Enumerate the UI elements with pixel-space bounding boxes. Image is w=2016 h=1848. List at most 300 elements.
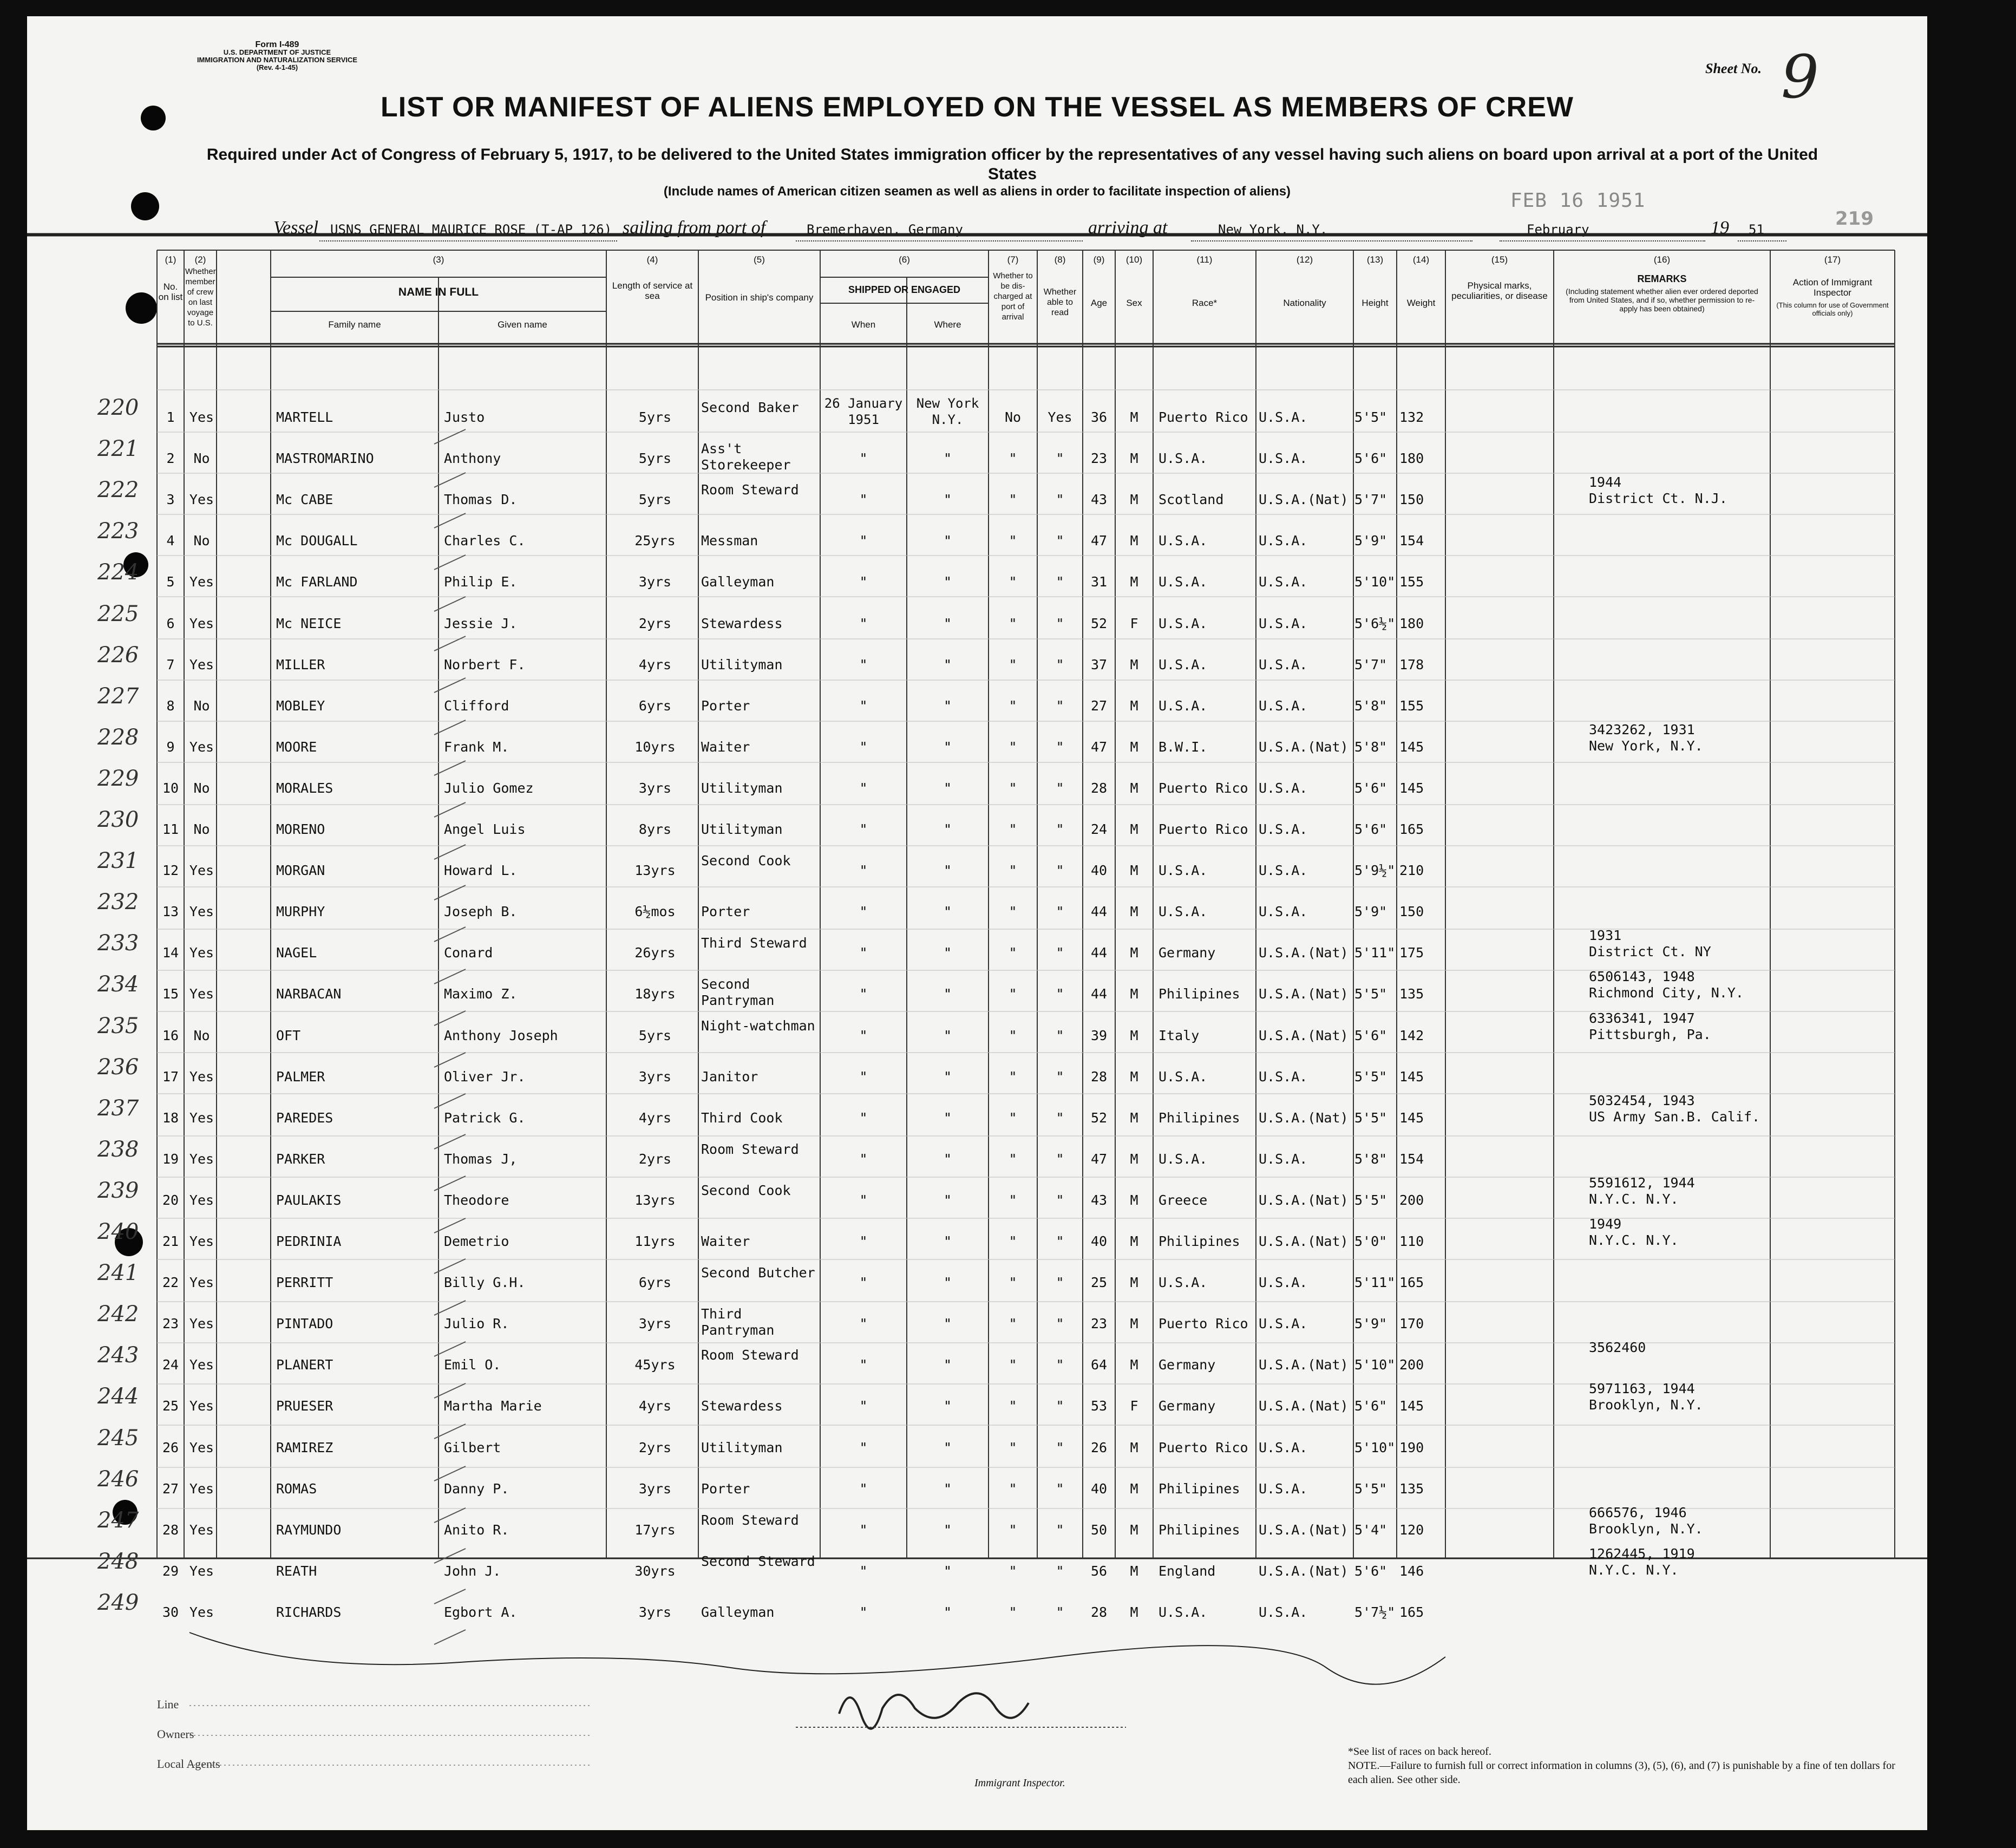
cell-position: Porter	[701, 1480, 750, 1497]
cell-when: "	[859, 821, 868, 837]
col-num: (9)	[1093, 254, 1105, 265]
form-service: IMMIGRATION AND NATURALIZATION SERVICE	[197, 56, 358, 64]
cell-where: "	[943, 821, 952, 837]
cell-when: "	[859, 615, 868, 631]
cell-member: Yes	[189, 1398, 214, 1414]
cell-member: Yes	[189, 574, 214, 590]
cell-discharged: "	[1009, 780, 1017, 796]
cell-given-name: Joseph B.	[444, 904, 518, 920]
row-handwritten-number: 232	[97, 890, 139, 915]
cell-no: 18	[162, 1109, 179, 1126]
cell-height: 5'6"	[1354, 1563, 1387, 1579]
cell-where: "	[943, 945, 952, 961]
row-handwritten-number: 231	[97, 848, 139, 874]
cell-read: "	[1056, 1068, 1064, 1085]
cell-service: 26yrs	[634, 945, 676, 961]
cell-height: 5'6"	[1354, 821, 1387, 837]
cell-sex: M	[1130, 450, 1138, 467]
cell-race: Philipines	[1158, 1522, 1240, 1538]
cell-race: U.S.A.	[1158, 574, 1208, 590]
cell-member: Yes	[189, 492, 214, 508]
cell-family-name: MURPHY	[276, 904, 325, 920]
cell-height: 5'4"	[1354, 1522, 1387, 1538]
col-num: (5)	[754, 254, 765, 265]
cell-service: 5yrs	[638, 450, 672, 467]
cell-given-name: Frank M.	[444, 739, 509, 755]
header-no-on-list: No. on list	[158, 282, 183, 302]
cell-height: 5'5"	[1354, 1480, 1387, 1497]
cell-where: "	[943, 492, 952, 508]
cell-when: "	[859, 697, 868, 714]
cell-race: U.S.A.	[1158, 533, 1208, 549]
cell-race: U.S.A.	[1158, 656, 1208, 672]
cell-service: 8yrs	[638, 821, 672, 837]
cell-when: "	[859, 656, 868, 672]
cell-sex: M	[1130, 945, 1138, 961]
cell-discharged: "	[1009, 533, 1017, 549]
cell-nationality: U.S.A.(Nat)	[1259, 492, 1349, 508]
cell-weight: 150	[1399, 492, 1424, 508]
cell-member: Yes	[189, 1563, 214, 1579]
col-num: (8)	[1054, 254, 1066, 265]
row-handwritten-number: 233	[97, 931, 139, 956]
cell-nationality: U.S.A.	[1259, 1439, 1308, 1455]
cell-no: 30	[162, 1604, 179, 1620]
cell-race: Germany	[1158, 1398, 1216, 1414]
cell-weight: 175	[1399, 945, 1424, 961]
cell-when: "	[859, 533, 868, 549]
cell-nationality: U.S.A.(Nat)	[1259, 1398, 1349, 1414]
cell-race: Puerto Rico	[1158, 1439, 1248, 1455]
cell-nationality: U.S.A.(Nat)	[1259, 739, 1349, 755]
cell-position: Utilityman	[701, 780, 783, 796]
cell-given-name: Oliver Jr.	[444, 1068, 526, 1085]
header-action-note: (This column for use of Government officials only)	[1776, 301, 1889, 317]
cell-discharged: "	[1009, 450, 1017, 467]
cell-service: 13yrs	[634, 863, 676, 879]
cell-race: Puerto Rico	[1158, 409, 1248, 425]
cell-given-name: Gilbert	[444, 1439, 501, 1455]
cell-read: "	[1056, 821, 1064, 837]
header-family-name: Family name	[328, 319, 381, 330]
cell-remarks: 3562460	[1589, 1340, 1646, 1356]
cell-service: 13yrs	[634, 1192, 676, 1208]
row-handwritten-number: 223	[97, 519, 139, 544]
cell-discharged: "	[1009, 656, 1017, 672]
cell-sex: M	[1130, 409, 1138, 425]
cell-remarks: 5032454, 1943 US Army San.B. Calif.	[1589, 1092, 1760, 1125]
cell-race: U.S.A.	[1158, 697, 1208, 714]
cell-nationality: U.S.A.(Nat)	[1259, 1233, 1349, 1249]
cell-when: "	[859, 1275, 868, 1291]
cell-member: Yes	[189, 1192, 214, 1208]
cell-sex: M	[1130, 1109, 1138, 1126]
cell-age: 40	[1090, 863, 1108, 879]
cell-family-name: PERRITT	[276, 1275, 333, 1291]
cell-no: 10	[162, 780, 179, 796]
cell-when: "	[859, 1233, 868, 1249]
cell-when: "	[859, 1522, 868, 1538]
cell-when: "	[859, 1480, 868, 1497]
cell-read: "	[1056, 986, 1064, 1002]
cell-height: 5'6"	[1354, 450, 1387, 467]
cell-where: New York N.Y.	[916, 396, 979, 427]
cell-read: "	[1056, 1192, 1064, 1208]
col-num: (6)	[899, 254, 910, 265]
cell-race: Germany	[1158, 1357, 1216, 1373]
cell-read: "	[1056, 945, 1064, 961]
manifest-sheet	[27, 16, 1927, 1830]
cell-sex: M	[1130, 697, 1138, 714]
cell-position: Second Baker	[701, 400, 799, 415]
cell-read: Yes	[1048, 409, 1072, 425]
cell-weight: 190	[1399, 1439, 1424, 1455]
cell-no: 23	[162, 1316, 179, 1332]
cell-age: 23	[1090, 1316, 1108, 1332]
cell-no: 5	[166, 574, 175, 590]
cell-age: 39	[1090, 1027, 1108, 1043]
cell-position: Porter	[701, 697, 750, 714]
cell-discharged: "	[1009, 863, 1017, 879]
cell-position: Room Steward	[701, 1347, 799, 1363]
cell-weight: 210	[1399, 863, 1424, 879]
cell-position: Room Steward	[701, 482, 799, 498]
cell-when: "	[859, 986, 868, 1002]
cell-family-name: PALMER	[276, 1068, 325, 1085]
cell-read: "	[1056, 1233, 1064, 1249]
cell-weight: 135	[1399, 986, 1424, 1002]
cell-age: 44	[1090, 904, 1108, 920]
cell-discharged: "	[1009, 1109, 1017, 1126]
cell-family-name: PAREDES	[276, 1109, 333, 1126]
cell-member: Yes	[189, 1604, 214, 1620]
cell-read: "	[1056, 492, 1064, 508]
cell-given-name: Anthony Joseph	[444, 1027, 558, 1043]
cell-height: 5'7"	[1354, 492, 1387, 508]
cell-member: Yes	[189, 1109, 214, 1126]
header-weight: Weight	[1406, 298, 1436, 308]
cell-where: "	[943, 533, 952, 549]
col-num: (12)	[1296, 254, 1313, 265]
cell-read: "	[1056, 656, 1064, 672]
cell-nationality: U.S.A.	[1259, 615, 1308, 631]
date-stamp: FEB 16 1951	[1510, 190, 1646, 212]
cell-no: 22	[162, 1275, 179, 1291]
cell-weight: 154	[1399, 533, 1424, 549]
cell-where: "	[943, 1151, 952, 1167]
cell-nationality: U.S.A.	[1259, 1480, 1308, 1497]
cell-weight: 146	[1399, 1563, 1424, 1579]
cell-sex: M	[1130, 656, 1138, 672]
cell-sex: M	[1130, 780, 1138, 796]
cell-discharged: No	[1004, 409, 1022, 425]
cell-height: 5'0"	[1354, 1233, 1387, 1249]
col-num: (7)	[1007, 254, 1019, 265]
cell-position: Waiter	[701, 739, 750, 755]
cell-weight: 120	[1399, 1522, 1424, 1538]
cell-no: 3	[166, 492, 175, 508]
cell-nationality: U.S.A.	[1259, 533, 1308, 549]
cell-race: Greece	[1158, 1192, 1208, 1208]
cell-position: Third Pantryman	[701, 1306, 775, 1338]
cell-weight: 178	[1399, 656, 1424, 672]
cell-family-name: Mc NEICE	[276, 615, 342, 631]
page-subtitle: Required under Act of Congress of February 5, 1917, to be delivered to the United States immigration officer by the representatives of any vessel having such aliens on board upon arrival at a port of the United States	[206, 146, 1818, 183]
cell-where: "	[943, 1192, 952, 1208]
cell-discharged: "	[1009, 1439, 1017, 1455]
cell-age: 31	[1090, 574, 1108, 590]
cell-remarks: 5591612, 1944 N.Y.C. N.Y.	[1589, 1174, 1695, 1207]
cell-height: 5'6"	[1354, 1027, 1387, 1043]
sailing-label: sailing from port of	[623, 218, 766, 238]
arrival-month: February	[1527, 222, 1589, 237]
cell-remarks: 1262445, 1919 N.Y.C. N.Y.	[1589, 1545, 1695, 1578]
cell-discharged: "	[1009, 574, 1017, 590]
cell-race: Germany	[1158, 945, 1216, 961]
cell-age: 25	[1090, 1275, 1108, 1291]
cell-discharged: "	[1009, 1233, 1017, 1249]
cell-remarks: 1949 N.Y.C. N.Y.	[1589, 1216, 1679, 1248]
cell-position: Galleyman	[701, 1604, 775, 1620]
header-length-service: Length of service at sea	[612, 280, 693, 301]
cell-height: 5'6"	[1354, 1398, 1387, 1414]
cell-sex: M	[1130, 1604, 1138, 1620]
cell-position: Janitor	[701, 1068, 758, 1085]
cell-nationality: U.S.A.(Nat)	[1259, 945, 1349, 961]
cell-remarks: 6336341, 1947 Pittsburgh, Pa.	[1589, 1010, 1711, 1042]
row-handwritten-number: 248	[97, 1549, 139, 1574]
cell-discharged: "	[1009, 1316, 1017, 1332]
cell-height: 5'5"	[1354, 409, 1387, 425]
cell-service: 5yrs	[638, 409, 672, 425]
cell-family-name: RAYMUNDO	[276, 1522, 342, 1538]
cell-height: 5'8"	[1354, 697, 1387, 714]
cell-race: U.S.A.	[1158, 1068, 1208, 1085]
cell-weight: 170	[1399, 1316, 1424, 1332]
cell-where: "	[943, 615, 952, 631]
cell-sex: M	[1130, 1522, 1138, 1538]
cell-given-name: Julio R.	[444, 1316, 509, 1332]
cell-race: B.W.I.	[1158, 739, 1208, 755]
cell-member: No	[193, 450, 210, 467]
cell-given-name: Danny P.	[444, 1480, 509, 1497]
cell-family-name: MOORE	[276, 739, 317, 755]
cell-where: "	[943, 863, 952, 879]
cell-weight: 142	[1399, 1027, 1424, 1043]
cell-given-name: Egbort A.	[444, 1604, 518, 1620]
cell-when: "	[859, 780, 868, 796]
cell-where: "	[943, 1563, 952, 1579]
cell-remarks: 1944 District Ct. N.J.	[1589, 474, 1727, 507]
header-position: Position in ship's company	[705, 292, 814, 303]
cell-read: "	[1056, 904, 1064, 920]
cell-discharged: "	[1009, 1398, 1017, 1414]
page-title: LIST OR MANIFEST OF ALIENS EMPLOYED ON THE VESSEL AS MEMBERS OF CREW	[381, 92, 1574, 123]
cell-no: 12	[162, 863, 179, 879]
cell-position: Ass't Storekeeper	[701, 441, 791, 473]
cell-read: "	[1056, 450, 1064, 467]
cell-member: Yes	[189, 904, 214, 920]
cell-read: "	[1056, 1522, 1064, 1538]
cell-height: 5'11"	[1354, 945, 1396, 961]
cell-family-name: MASTROMARINO	[276, 450, 374, 467]
cell-sex: M	[1130, 904, 1138, 920]
cell-no: 28	[162, 1522, 179, 1538]
cell-position: Room Steward	[701, 1512, 799, 1528]
cell-where: "	[943, 656, 952, 672]
cell-discharged: "	[1009, 1192, 1017, 1208]
cell-where: "	[943, 1439, 952, 1455]
cell-race: Puerto Rico	[1158, 821, 1248, 837]
cell-no: 1	[166, 409, 175, 425]
cell-given-name: Norbert F.	[444, 656, 526, 672]
cell-age: 64	[1090, 1357, 1108, 1373]
cell-member: Yes	[189, 945, 214, 961]
cell-family-name: MORENO	[276, 821, 325, 837]
cell-race: U.S.A.	[1158, 904, 1208, 920]
cell-read: "	[1056, 1604, 1064, 1620]
cell-given-name: Angel Luis	[444, 821, 526, 837]
cell-member: Yes	[189, 1439, 214, 1455]
cell-service: 6yrs	[638, 697, 672, 714]
cell-remarks: 6506143, 1948 Richmond City, N.Y.	[1589, 969, 1744, 1001]
cell-height: 5'6½"	[1354, 615, 1396, 631]
cell-member: Yes	[189, 1522, 214, 1538]
cell-given-name: Conard	[444, 945, 493, 961]
cell-age: 40	[1090, 1480, 1108, 1497]
cell-service: 2yrs	[638, 615, 672, 631]
cell-height: 5'5"	[1354, 1068, 1387, 1085]
cell-weight: 165	[1399, 821, 1424, 837]
row-handwritten-number: 234	[97, 972, 139, 997]
cell-service: 45yrs	[634, 1357, 676, 1373]
col-num: (14)	[1412, 254, 1430, 265]
cell-weight: 155	[1399, 697, 1424, 714]
cell-given-name: Emil O.	[444, 1357, 501, 1373]
cell-no: 13	[162, 904, 179, 920]
cell-read: "	[1056, 1563, 1064, 1579]
cell-read: "	[1056, 1151, 1064, 1167]
header-where: Where	[934, 319, 961, 330]
cell-no: 14	[162, 945, 179, 961]
cell-age: 28	[1090, 780, 1108, 796]
cell-family-name: REATH	[276, 1563, 317, 1579]
cell-when: "	[859, 904, 868, 920]
cell-position: Stewardess	[701, 615, 783, 631]
cell-read: "	[1056, 574, 1064, 590]
header-whether-member: Whether member of crew on last voyage to U.S.	[185, 267, 216, 328]
cell-sex: M	[1130, 1027, 1138, 1043]
header-able-read: Whether able to read	[1043, 288, 1077, 317]
cell-family-name: MOBLEY	[276, 697, 325, 714]
cell-when: "	[859, 1068, 868, 1085]
cell-no: 4	[166, 533, 175, 549]
cell-given-name: Philip E.	[444, 574, 518, 590]
cell-age: 43	[1090, 492, 1108, 508]
cell-service: 3yrs	[638, 780, 672, 796]
cell-family-name: PINTADO	[276, 1316, 333, 1332]
cell-read: "	[1056, 1480, 1064, 1497]
cell-height: 5'5"	[1354, 1192, 1387, 1208]
cell-height: 5'8"	[1354, 739, 1387, 755]
cell-position: Messman	[701, 533, 758, 549]
cell-discharged: "	[1009, 1027, 1017, 1043]
cell-no: 24	[162, 1357, 179, 1373]
cell-nationality: U.S.A.(Nat)	[1259, 986, 1349, 1002]
cell-when: "	[859, 1563, 868, 1579]
cell-nationality: U.S.A.	[1259, 780, 1308, 796]
cell-service: 4yrs	[638, 656, 672, 672]
cell-position: Stewardess	[701, 1398, 783, 1414]
cell-weight: 180	[1399, 615, 1424, 631]
cell-service: 25yrs	[634, 533, 676, 549]
sheet-no-label: Sheet No.	[1705, 61, 1762, 76]
cell-given-name: Thomas D.	[444, 492, 518, 508]
row-handwritten-number: 242	[97, 1302, 139, 1327]
cell-no: 2	[166, 450, 175, 467]
cell-where: "	[943, 1480, 952, 1497]
cell-nationality: U.S.A.	[1259, 863, 1308, 879]
cell-height: 5'9"	[1354, 904, 1387, 920]
row-handwritten-number: 230	[97, 807, 139, 832]
cell-remarks: 3423262, 1931 New York, N.Y.	[1589, 721, 1703, 754]
cell-nationality: U.S.A.(Nat)	[1259, 1192, 1349, 1208]
sheet-no-value: 9	[1781, 42, 1819, 112]
cell-age: 37	[1090, 656, 1108, 672]
cell-race: U.S.A.	[1158, 1604, 1208, 1620]
cell-service: 5yrs	[638, 1027, 672, 1043]
cell-service: 11yrs	[634, 1233, 676, 1249]
cell-member: No	[193, 533, 210, 549]
col-num: (13)	[1366, 254, 1384, 265]
cell-service: 2yrs	[638, 1151, 672, 1167]
cell-family-name: RICHARDS	[276, 1604, 342, 1620]
cell-member: Yes	[189, 615, 214, 631]
cell-given-name: Jessie J.	[444, 615, 518, 631]
cell-where: "	[943, 1398, 952, 1414]
cell-no: 6	[166, 615, 175, 631]
col-num: (11)	[1196, 254, 1213, 265]
header-remarks-note: (Including statement whether alien ever ordered deported from United States, and if so, whether permission to re-apply has been obtained)	[1566, 287, 1758, 313]
cell-member: Yes	[189, 1068, 214, 1085]
form-dept: U.S. DEPARTMENT OF JUSTICE	[223, 48, 331, 56]
cell-given-name: Anito R.	[444, 1522, 509, 1538]
cell-family-name: Mc FARLAND	[276, 574, 358, 590]
cell-sex: M	[1130, 1439, 1138, 1455]
cell-family-name: PAULAKIS	[276, 1192, 342, 1208]
cell-service: 3yrs	[638, 1604, 672, 1620]
arrival-port: New York, N.Y.	[1218, 222, 1328, 237]
row-handwritten-number: 246	[97, 1466, 139, 1492]
cell-sex: M	[1130, 533, 1138, 549]
cell-family-name: MORGAN	[276, 863, 325, 879]
cell-where: "	[943, 1027, 952, 1043]
cell-service: 4yrs	[638, 1109, 672, 1126]
header-height: Height	[1362, 298, 1389, 308]
cell-height: 5'5"	[1354, 1109, 1387, 1126]
cell-member: Yes	[189, 1233, 214, 1249]
cell-position: Night-watchman	[701, 1017, 815, 1034]
inspector-label: Immigrant Inspector.	[974, 1777, 1065, 1789]
cell-read: "	[1056, 1109, 1064, 1126]
cell-weight: 155	[1399, 574, 1424, 590]
cell-height: 5'8"	[1354, 1151, 1387, 1167]
cell-discharged: "	[1009, 904, 1017, 920]
cell-race: U.S.A.	[1158, 1151, 1208, 1167]
col-num: (4)	[646, 254, 658, 265]
header-race: Race*	[1192, 298, 1218, 308]
cell-nationality: U.S.A.	[1259, 1275, 1308, 1291]
